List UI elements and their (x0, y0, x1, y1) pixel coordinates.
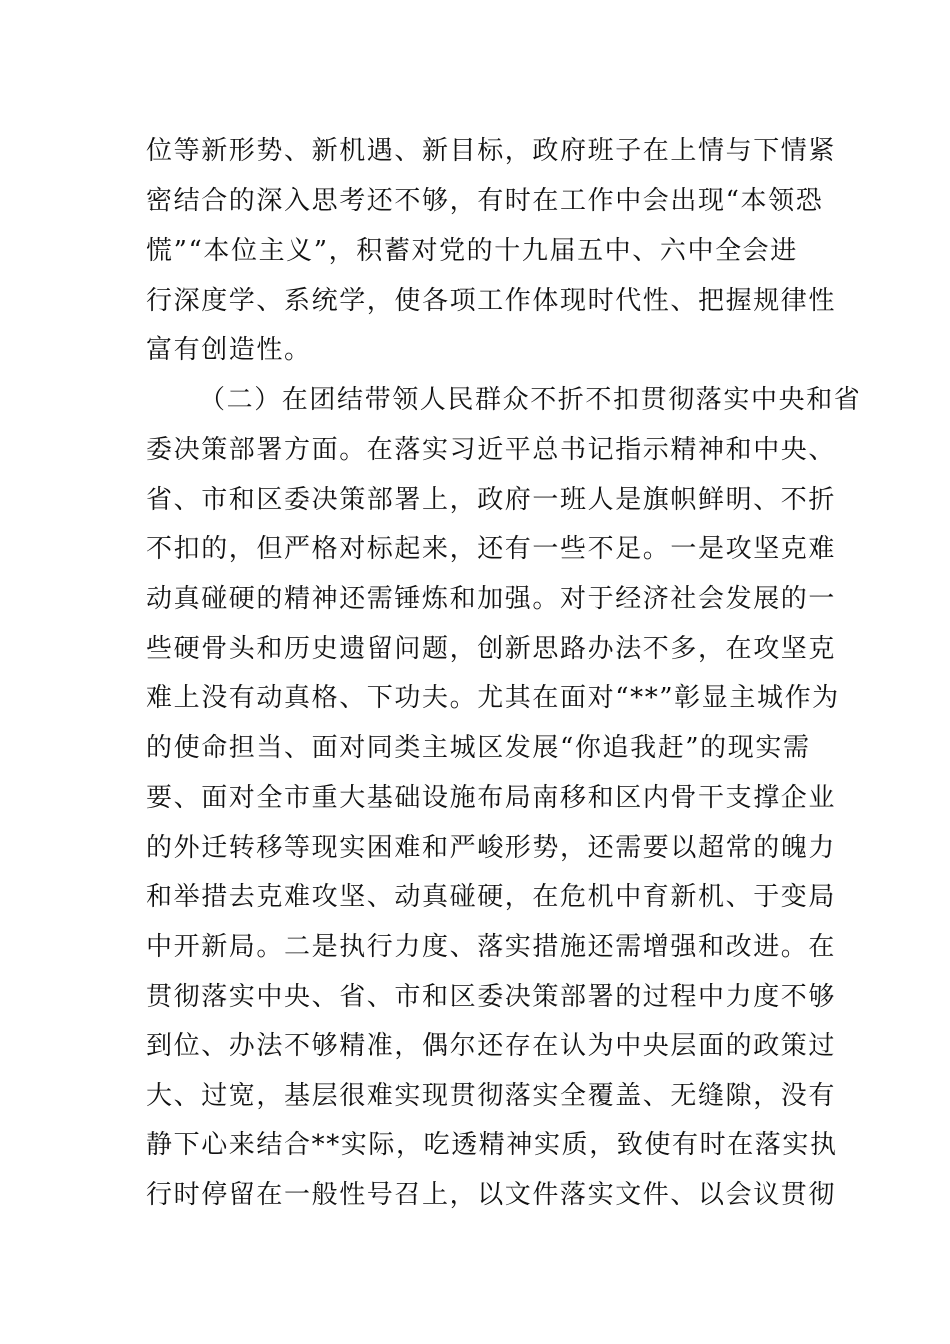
text-line: 的外迁转移等现实困难和严峻形势，还需要以超常的魄力 (146, 833, 837, 863)
text-line: 密结合的深入思考还不够，有时在工作中会出现“本领恐 (146, 186, 824, 216)
text-line: 和举措去克难攻坚、动真碰硬，在危机中育新机、于变局 (146, 882, 837, 912)
text-line: 要、面对全市重大基础设施布局南移和区内骨干支撑企业 (146, 783, 837, 813)
text-line: 难上没有动真格、下功夫。尤其在面对“**”彰显主城作为 (146, 683, 840, 713)
text-line: 省、市和区委决策部署上，政府一班人是旗帜鲜明、不折 (146, 485, 837, 515)
text-line: 的使命担当、面对同类主城区发展“你追我赶”的现实需 (146, 733, 811, 763)
text-line: 些硬骨头和历史遗留问题，创新思路办法不多，在攻坚克 (146, 634, 837, 664)
text-line: 静下心来结合**实际，吃透精神实质，致使有时在落实执 (146, 1130, 838, 1160)
text-line: 贯彻落实中央、省、市和区委决策部署的过程中力度不够 (146, 982, 837, 1012)
text-line: 位等新形势、新机遇、新目标，政府班子在上情与下情紧 (146, 136, 837, 166)
text-line: 行深度学、系统学，使各项工作体现时代性、把握规律性 (146, 286, 837, 316)
text-line: 动真碰硬的精神还需锤炼和加强。对于经济社会发展的一 (146, 584, 837, 614)
section-heading-line: （二）在团结带领人民群众不折不扣贯彻落实中央和省 (199, 385, 862, 415)
text-line: 富有创造性。 (146, 335, 312, 365)
text-line: 大、过宽，基层很难实现贯彻落实全覆盖、无缝隙，没有 (146, 1081, 837, 1111)
text-line: 行时停留在一般性号召上，以文件落实文件、以会议贯彻 (146, 1180, 837, 1210)
text-line: 委决策部署方面。在落实习近平总书记指示精神和中央、 (146, 435, 837, 465)
text-line: 到位、办法不够精准，偶尔还存在认为中央层面的政策过 (146, 1031, 837, 1061)
text-line: 不扣的，但严格对标起来，还有一些不足。一是攻坚克难 (146, 534, 837, 564)
text-line: 慌”“本位主义”，积蓄对党的十九届五中、六中全会进 (146, 236, 798, 266)
text-line: 中开新局。二是执行力度、落实措施还需增强和改进。在 (146, 932, 837, 962)
